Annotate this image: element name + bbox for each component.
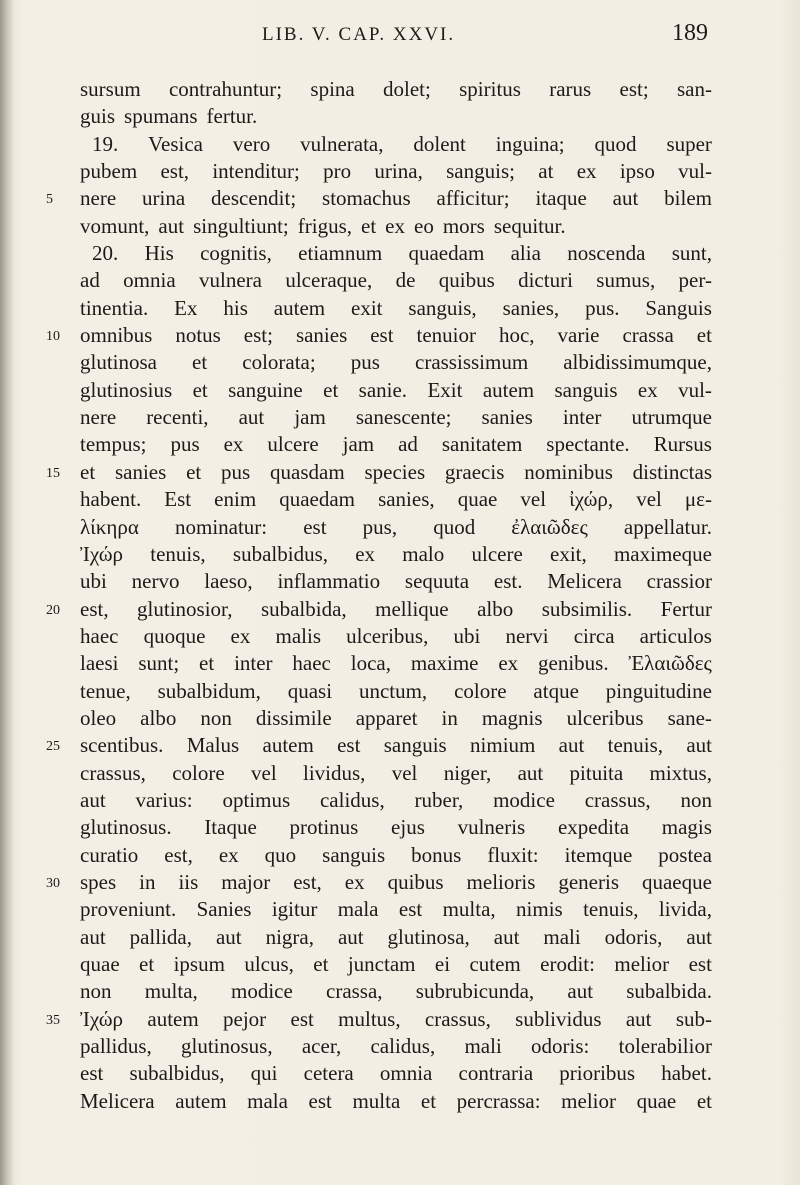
text-line: 30 spes in iis major est, ex quibus melioris generis quaeque [80, 869, 712, 896]
line-number: 30 [46, 875, 60, 891]
text-line: tenue, subalbidum, quasi unctum, colore atque pinguitudine [80, 678, 712, 703]
text-line: 25 scentibus. Malus autem est sanguis nimium aut tenuis, aut [80, 732, 712, 759]
line-number: 35 [46, 1012, 60, 1028]
text-line: habent. Est enim quaedam sanies, quae vel ἰχώρ, vel με- [80, 487, 712, 512]
line-number: 5 [46, 192, 53, 208]
text-line: glutinosius et sanguine et sanie. Exit autem sanguis ex vul- [80, 377, 712, 402]
text-line: 15 et sanies et pus quasdam species graecis nominibus distinctas [80, 459, 712, 486]
text-line: vomunt, aut singultiunt; frigus, et ex eo mors sequitur. [80, 213, 566, 238]
text-line: ad omnia vulnera ulceraque, de quibus dicturi sumus, per- [80, 268, 712, 293]
running-head: LIB. V. CAP. XXVI. [262, 24, 456, 45]
text-line: λίκηρα nominatur: est pus, quod ἐλαιῶδες appellatur. [80, 514, 712, 539]
text-line: curatio est, ex quo sanguis bonus fluxit: itemque postea [80, 842, 712, 867]
text-line: ubi nervo laeso, inflammatio sequuta est. Melicera crassior [80, 569, 712, 594]
text-line: crassus, colore vel lividus, vel niger, aut pituita mixtus, [80, 760, 712, 785]
text-line: est subalbidus, qui cetera omnia contraria prioribus habet. [80, 1061, 712, 1086]
text-line: glutinosus. Itaque protinus ejus vulneris expedita magis [80, 815, 712, 840]
page-number: 189 [672, 20, 708, 46]
text-line: 20. His cognitis, etiamnum quaedam alia noscenda sunt, [92, 241, 712, 266]
text-line: Ἰχώρ tenuis, subalbidus, ex malo ulcere exit, maximeque [80, 541, 712, 566]
text-line: aut pallida, aut nigra, aut glutinosa, aut mali odoris, aut [80, 924, 712, 949]
page-header [0, 20, 800, 54]
text-line: haec quoque ex malis ulceribus, ubi nervi circa articulos [80, 623, 712, 648]
text-line: 10 omnibus notus est; sanies est tenuior hoc, varie crassa et [80, 322, 712, 349]
line-number: 20 [46, 602, 60, 618]
text-line: pubem est, intenditur; pro urina, sanguis; at ex ipso vul- [80, 159, 712, 184]
text-line: aut varius: optimus calidus, ruber, modice crassus, non [80, 787, 712, 812]
binding-gutter-shadow [0, 0, 14, 1185]
text-line: tinentia. Ex his autem exit sanguis, sanies, pus. Sanguis [80, 295, 712, 320]
text-line: 20 est, glutinosior, subalbida, mellique albo subsimilis. Fertur [80, 596, 712, 623]
text-line: nere recenti, aut jam sanescente; sanies inter utrumque [80, 405, 712, 430]
text-line: glutinosa et colorata; pus crassissimum albidissimumque, [80, 350, 712, 375]
text-line: oleo albo non dissimile apparet in magnis ulceribus sane- [80, 705, 712, 730]
text-line: laesi sunt; et inter haec loca, maxime ex genibus. Ἐλαιῶδες [80, 651, 712, 676]
text-line: proveniunt. Sanies igitur mala est multa, nimis tenuis, livida, [80, 897, 712, 922]
text-line: sursum contrahuntur; spina dolet; spiritus rarus est; san- [80, 77, 712, 101]
text-line: tempus; pus ex ulcere jam ad sanitatem spectante. Rursus [80, 432, 712, 457]
text-line: quae et ipsum ulcus, et junctam ei cutem erodit: melior est [80, 952, 712, 976]
text-line: 5 nere urina descendit; stomachus afficitur; itaque aut bilem [80, 185, 712, 212]
text-line: 35 Ἰχώρ autem pejor est multus, crassus, sublividus aut sub- [80, 1006, 712, 1033]
text-line: 19. Vesica vero vulnerata, dolent inguina; quod super [92, 131, 712, 156]
line-number: 10 [46, 329, 60, 345]
text-line: Melicera autem mala est multa et percrassa: melior quae et [80, 1088, 712, 1113]
text-line: guis spumans fertur. [80, 104, 258, 129]
line-number: 15 [46, 465, 60, 481]
line-number: 25 [46, 739, 60, 755]
body-text [46, 76, 712, 1115]
text-line: non multa, modice crassa, subrubicunda, aut subalbida. [80, 979, 712, 1004]
text-line: pallidus, glutinosus, acer, calidus, mali odoris: tolerabilior [80, 1034, 712, 1059]
